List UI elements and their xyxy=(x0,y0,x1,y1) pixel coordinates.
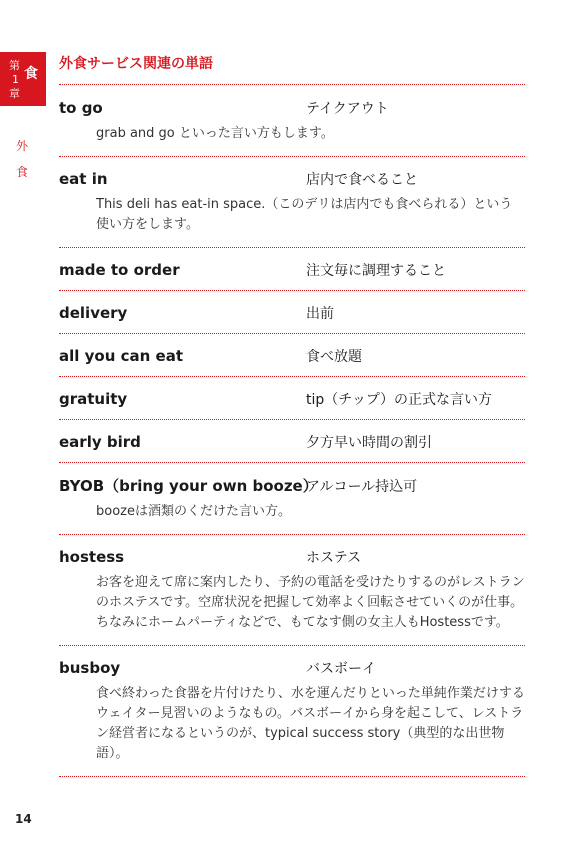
entry-term: gratuity xyxy=(59,390,128,408)
entry-head xyxy=(59,432,525,452)
entry-term: made to order xyxy=(59,261,180,279)
section-title: 外食サービス関連の単語 xyxy=(59,56,213,72)
entry-note: grab and go といった言い方もします。 xyxy=(96,126,334,141)
entry-note: boozeは酒類のくだけた言い方。 xyxy=(96,504,291,519)
entry-note: お客を迎えて席に案内したり、予約の電話を受けたりするのがレストランのホステスです。空席状況を把握して効率よく回転させていくのが仕事。ちなみにホームパーティなどで、もてなす側の女主人もHostessです。 xyxy=(96,575,525,630)
vocab-entry xyxy=(59,157,525,248)
entry-head xyxy=(59,547,525,567)
chapter-title: 食 xyxy=(24,66,38,82)
entry-head xyxy=(59,98,525,118)
entry-meaning: 店内で食べること xyxy=(306,172,418,188)
page-number: 14 xyxy=(15,812,32,826)
chapter-number: 1 xyxy=(12,73,19,86)
chapter-prefix: 第 xyxy=(9,59,20,72)
entry-head xyxy=(59,346,525,366)
entry-term: eat in xyxy=(59,170,108,188)
entry-meaning: テイクアウト xyxy=(306,101,389,117)
entry-meaning: アルコール持込可 xyxy=(306,479,418,495)
entry-term: hostess xyxy=(59,548,125,566)
entry-note: This deli has eat-in space.（このデリは店内でも食べられる）という使い方をします。 xyxy=(96,197,513,232)
section-tab-char-2: 食 xyxy=(15,165,28,179)
vocabulary-list xyxy=(59,86,525,777)
chapter-suffix: 章 xyxy=(9,87,20,100)
entry-meaning: 食べ放題 xyxy=(306,349,362,365)
vocab-entry xyxy=(59,646,525,777)
entry-meaning: 注文毎に調理すること xyxy=(306,263,446,279)
entry-head xyxy=(59,389,525,409)
vocab-entry xyxy=(59,420,525,463)
vocab-entry xyxy=(59,535,525,646)
entry-note: 食べ終わった食器を片付けたり、水を運んだりといった単純作業だけするウェイター見習いのようなもの。バスボーイから身を起こして、レストラン経営者になるというのが、typical success story（典型的な出世物語）。 xyxy=(96,686,525,761)
title-divider xyxy=(59,84,525,85)
entry-term: early bird xyxy=(59,433,141,451)
vocab-entry xyxy=(59,248,525,291)
vocab-entry xyxy=(59,86,525,157)
entry-meaning: 出前 xyxy=(306,306,334,322)
vocab-entry xyxy=(59,334,525,377)
entry-meaning: ホステス xyxy=(306,550,362,566)
vocab-entry xyxy=(59,377,525,420)
entry-head xyxy=(59,475,525,496)
entry-term: BYOB（bring your own booze） xyxy=(59,477,318,495)
entry-head xyxy=(59,169,525,189)
entry-head xyxy=(59,658,525,678)
entry-term: busboy xyxy=(59,659,121,677)
entry-meaning: 夕方早い時間の割引 xyxy=(306,435,432,451)
vocab-entry xyxy=(59,463,525,535)
entry-term: all you can eat xyxy=(59,347,183,365)
entry-term: to go xyxy=(59,99,103,117)
entry-head xyxy=(59,260,525,280)
chapter-tab xyxy=(0,52,46,106)
entry-head xyxy=(59,303,525,323)
entry-meaning: バスボーイ xyxy=(306,661,376,677)
section-tab-char-1: 外 xyxy=(15,139,28,153)
section-tab xyxy=(15,133,29,185)
entry-term: delivery xyxy=(59,304,128,322)
entry-meaning: tip（チップ）の正式な言い方 xyxy=(306,392,492,408)
vocab-entry xyxy=(59,291,525,334)
